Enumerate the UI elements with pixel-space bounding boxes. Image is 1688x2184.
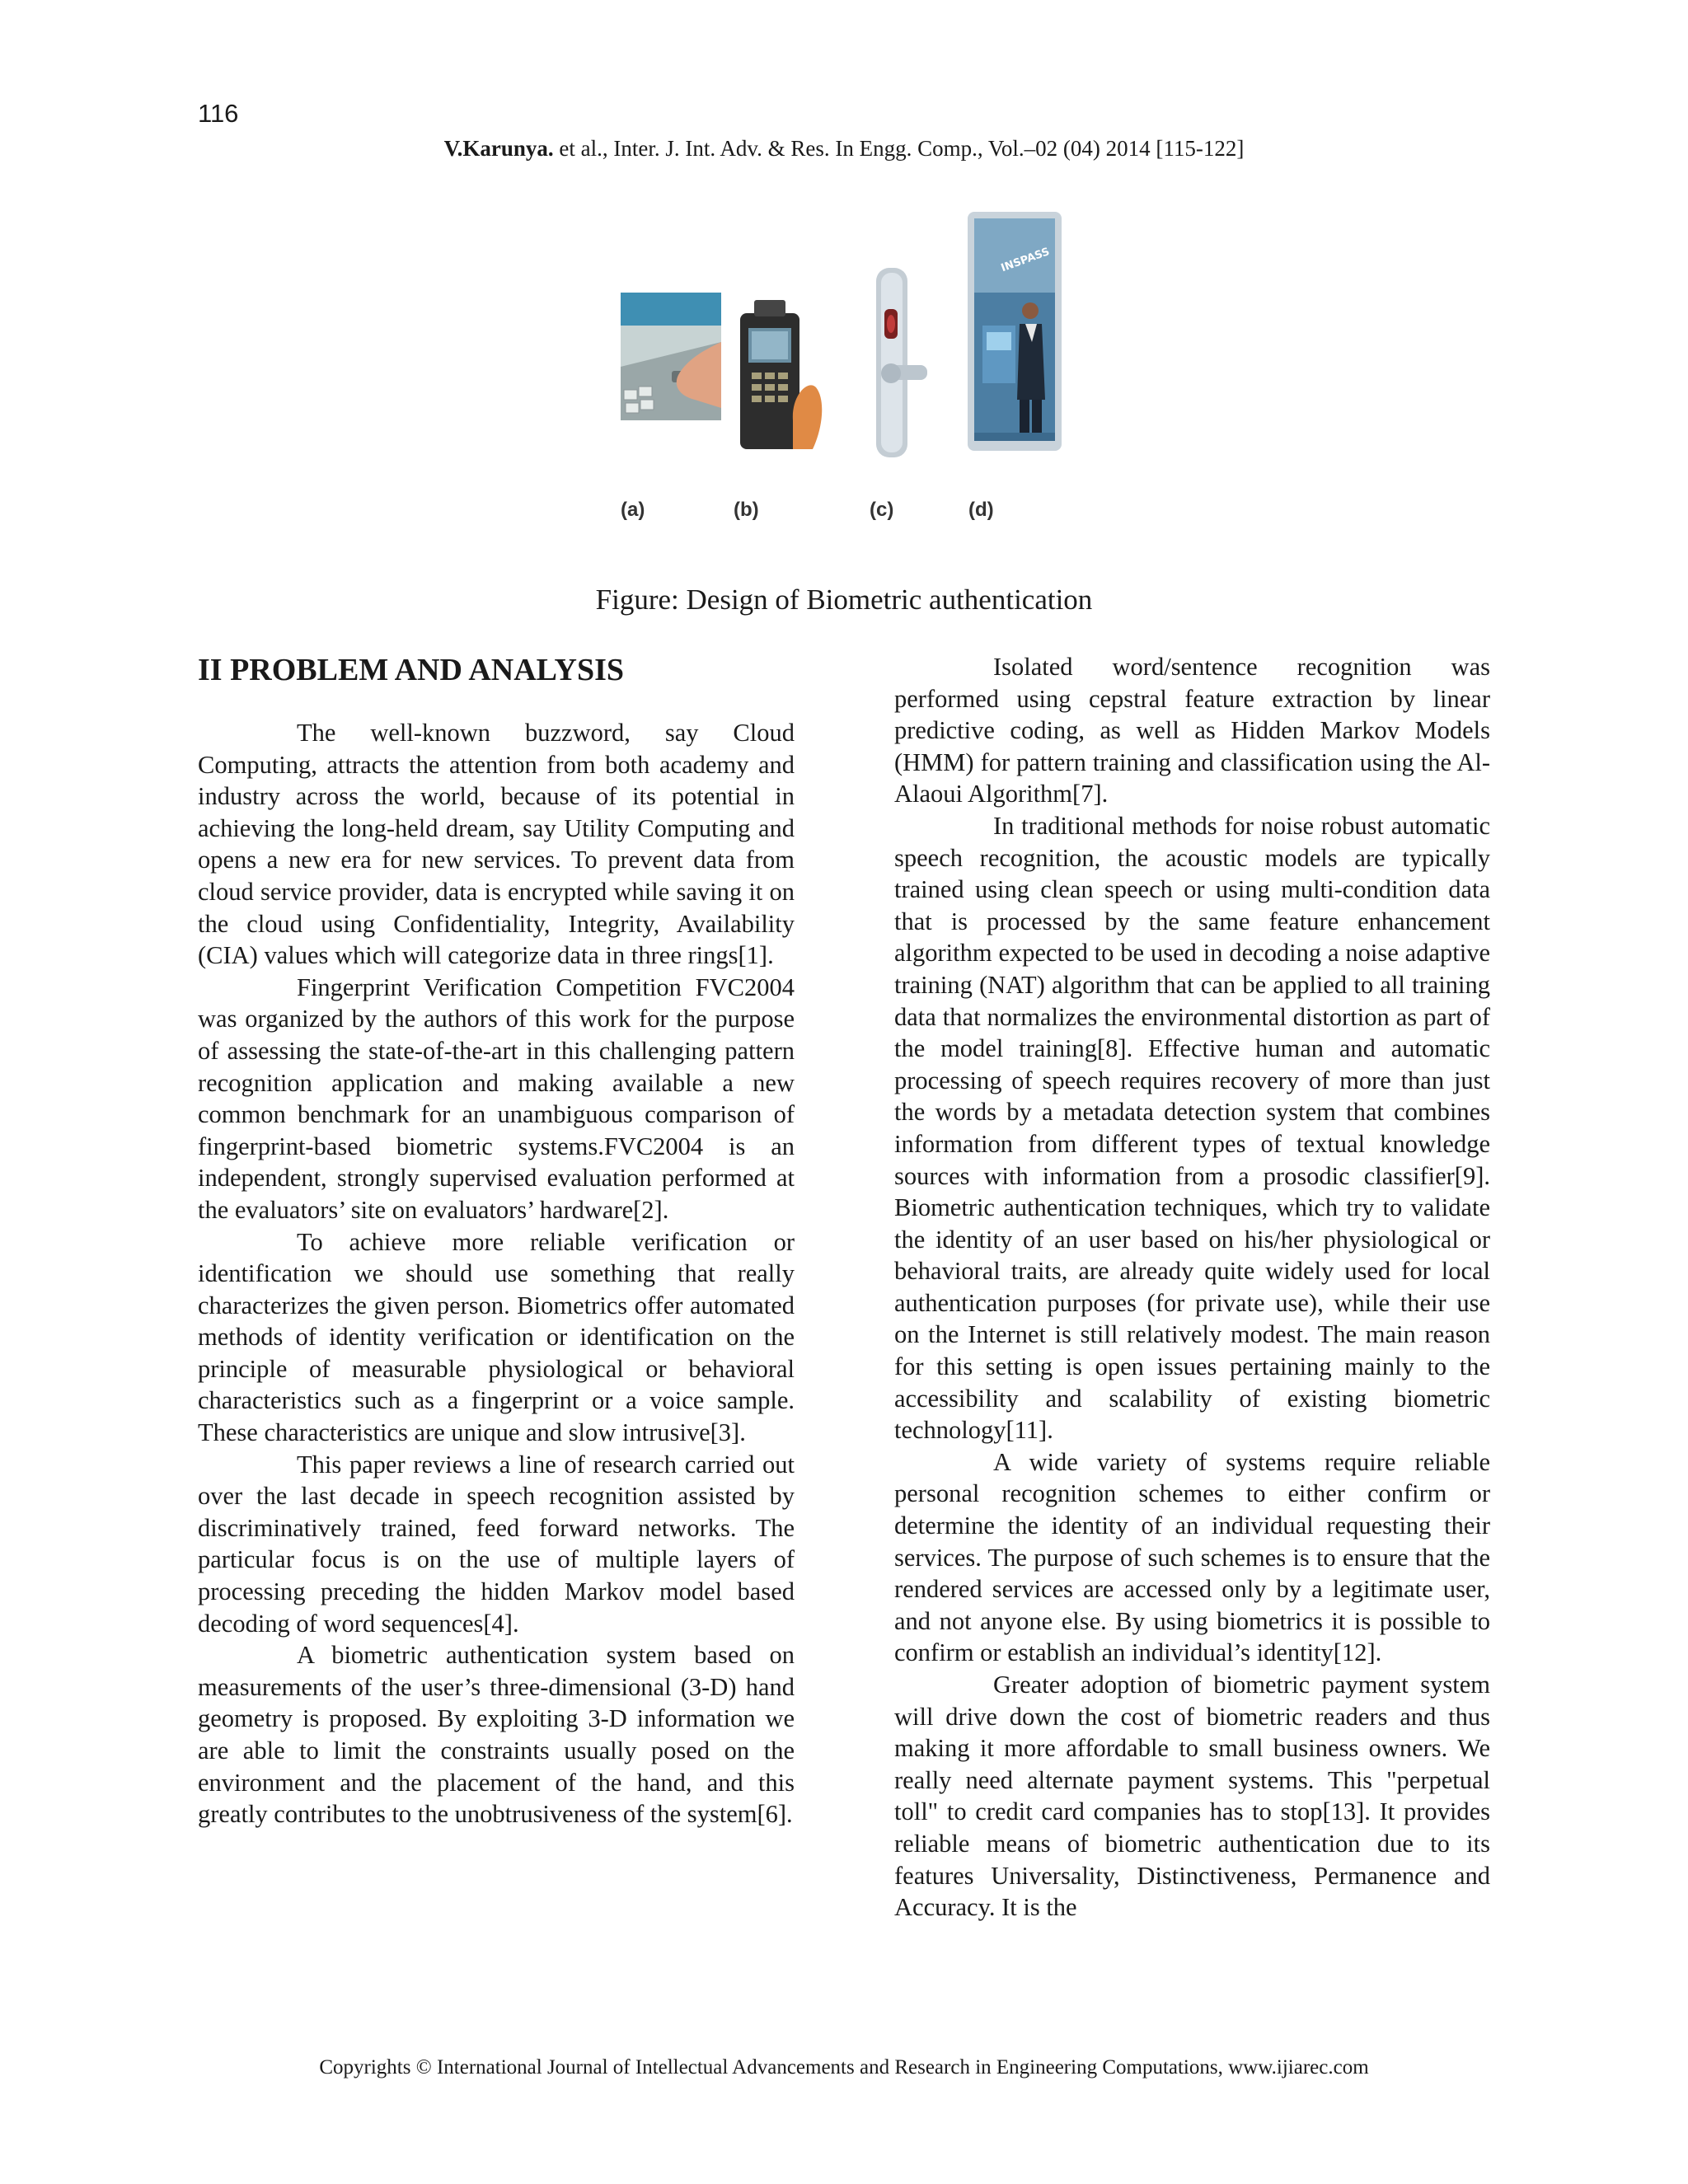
figure-caption: Figure: Design of Biometric authentication (595, 583, 1093, 616)
running-header (0, 136, 1688, 162)
running-header-author: V.Karunya. (443, 136, 554, 161)
left-column (198, 651, 795, 1830)
panel-a-keyboard-sensor (621, 293, 721, 420)
right-column (894, 651, 1490, 1924)
copyright-footer: Copyrights © International Journal of Intellectual Advancements and Research in Engineering Computations, www.ijiarec.com (319, 2056, 1369, 2079)
paragraph: A biometric authentication system based on measurements of the user’s three-dimensional (3-D) hand geometry is proposed. By exploiting 3-D information we are able to limit the constraints usually posed on the environment and the placement of the hand, and this greatly contributes to the unobtrusiveness of the system[6]. (198, 1641, 795, 1829)
panel-label-d: (d) (968, 499, 994, 521)
paragraph: Isolated word/sentence recognition was performed using cepstral feature extraction by linear predictive coding, as well as Hidden Markov Models (HMM) for pattern training and classification using the Al-Alaoui Algorithm[7]. (894, 653, 1490, 808)
paragraph: Greater adoption of biometric payment system will drive down the cost of biometric readers and thus making it more affordable to small business owners. We really need alternate payment systems. This "perpetual toll" to credit card companies has to stop[13]. It provides reliable means of biometric authentication due to its features Universality, Distinctiveness, Permanence and Accuracy. It is the (894, 1671, 1490, 1922)
kiosk-logo-text: INSPASS (999, 246, 1052, 275)
paragraph: A wide variety of systems require reliable personal recognition schemes to either confirm or determine the identity of an individual requesting their services. The purpose of such schemes is to ensure that the rendered services are accessed only by a legitimate user, and not anyone else. By using biometrics it is possible to confirm or establish an individual’s identity[12]. (894, 1447, 1490, 1667)
paragraph: In traditional methods for noise robust automatic speech recognition, the acoustic models are typically trained using clean speech or using multi-condition data that is processed by the same feature enhancement algorithm expected to be used in decoding a noise adaptive training (NAT) algorithm that can be applied to all training data that normalizes the environmental distortion as part of the model training[8]. Effective human and automatic processing of speech requires recovery of more than just the words by a metadata detection system that combines information from different types of textual knowledge sources with information from a prosodic classifier[9]. Biometric authentication techniques, which try to validate the identity of an user based on his/her physiological or behavioral traits, are already quite widely used for local authentication purposes (for private use), while their use on the Internet is still relatively modest. The main reason for this setting is open issues pertaining mainly to the accessibility and scalability of existing biometric technology[11]. (894, 811, 1490, 1445)
panel-label-c: (c) (870, 499, 894, 521)
running-header-citation: et al., Inter. J. Int. Adv. & Res. In Engg. Comp., Vol.–02 (04) 2014 [115-122] (553, 136, 1245, 161)
panel-d-inspass-kiosk (966, 210, 1063, 453)
paragraph: To achieve more reliable verification or identification we should use something that really characterizes the given person. Biometrics offer automated methods of identity verification or identification on the principle of measurable physiological or behavioral characteristics such as a fingerprint or a voice sample. These characteristics are unique and slow intrusive[3]. (198, 1227, 795, 1447)
paragraph: Fingerprint Verification Competition FVC2004 was organized by the authors of this work for the purpose of assessing the state-of-the-art in this challenging pattern recognition application and making available a new common benchmark for an unambiguous comparison of fingerprint-based biometric systems.FVC2004 is an independent, strongly supervised evaluation performed at the evaluators’ site on evaluators’ hardware[2]. (198, 972, 795, 1224)
paragraph: The well-known buzzword, say Cloud Computing, attracts the attention from both academy and industry across the world, because of its potential in achieving the long-held dream, say Utility Computing and opens a new era for new services. To prevent data from cloud service provider, data is encrypted while saving it on the cloud using Confidentiality, Integrity, Availability (CIA) values which will categorize data in three rings[1]. (198, 719, 795, 970)
biometric-figure (618, 210, 1063, 532)
panel-label-a: (a) (621, 499, 645, 521)
section-heading: II PROBLEM AND ANALYSIS (198, 653, 625, 687)
page-number: 116 (198, 99, 239, 128)
panel-label-b: (b) (734, 499, 759, 521)
panel-c-door-lock (870, 268, 927, 462)
paragraph: This paper reviews a line of research carried out over the last decade in speech recognition assisted by discriminatively trained, feed forward networks. The particular focus is on the use of multiple layers of processing preceding the hidden Markov model based decoding of word sequences[4]. (198, 1450, 795, 1638)
panel-b-handheld-terminal (734, 297, 828, 457)
